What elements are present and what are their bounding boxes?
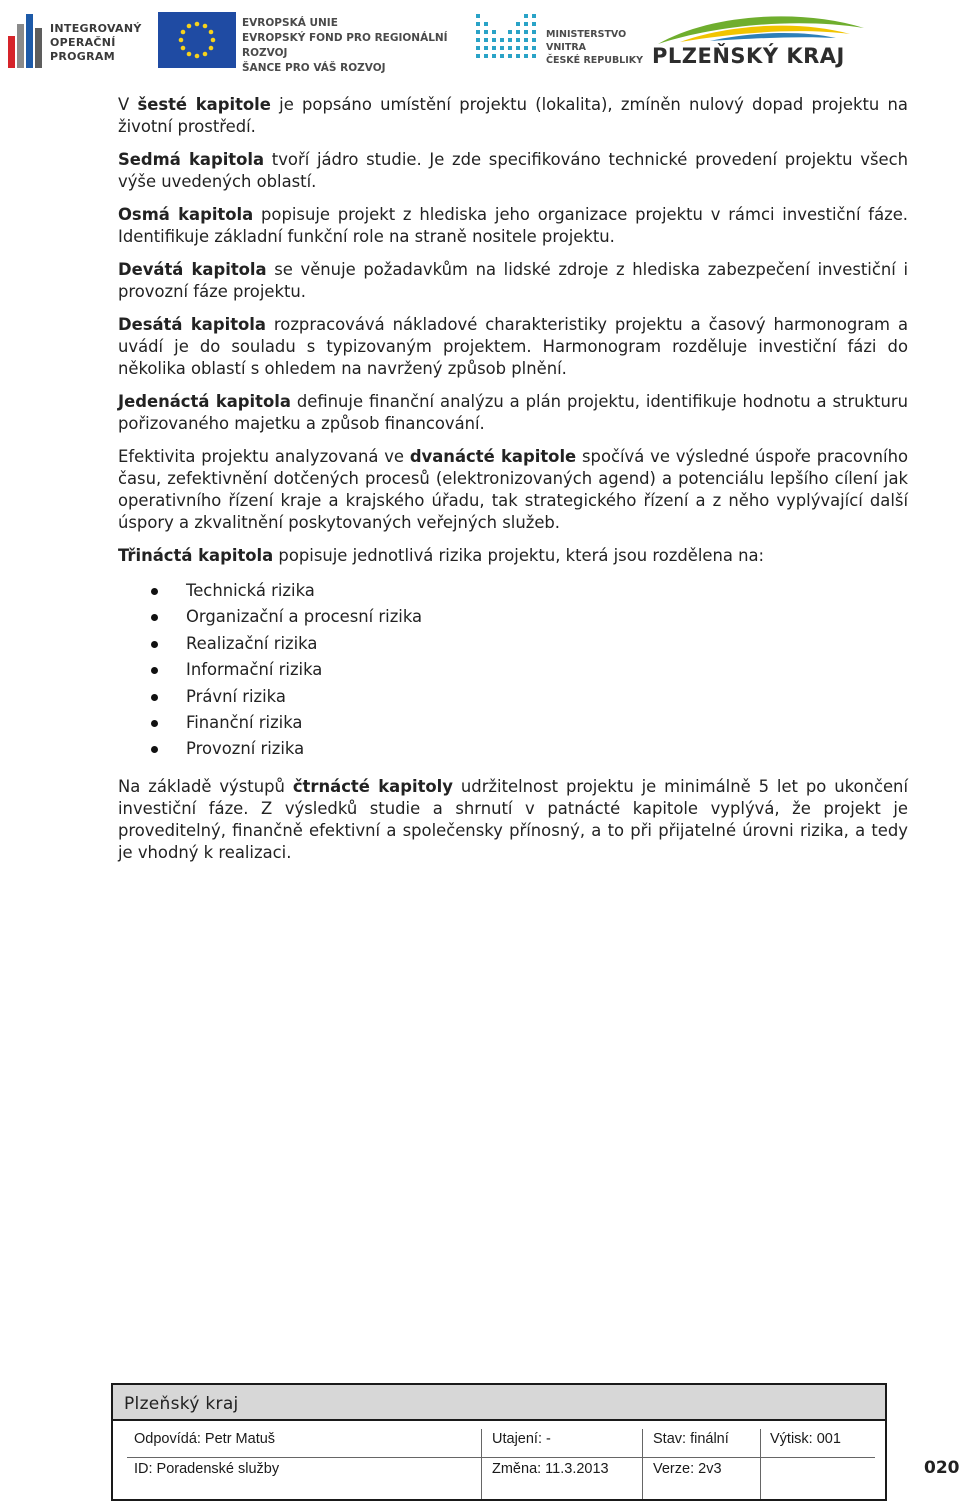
iop-logo-line-1: INTEGROVANÝ bbox=[50, 22, 142, 35]
footer-divider bbox=[127, 1457, 875, 1458]
paragraph-chapter-12: Efektivita projektu analyzovaná ve dvanácté kapitole spočívá ve výsledné úspoře pracovního času, zefektivnění dotčených procesů (elektronizovaných agend) a potenciálu lepšího cílení jak operativního řízení kraje a krajského úřadu, tak strategického řízení a z něho vyplývající další úspory a zkvalitnění poskytovaných veřejných služeb. bbox=[118, 447, 908, 532]
footer-change-date: Změna: 11.3.2013 bbox=[492, 1461, 609, 1477]
page-number: 020 bbox=[924, 1458, 960, 1478]
bullet-icon bbox=[151, 588, 158, 595]
paragraph-chapter-14: Na základě výstupů čtrnácté kapitoly udržitelnost projektu je minimálně 5 let po ukončení investiční fáze. Z výsledků studie a shrnutí v patnácté kapitole vyplývá, že projekt je proveditelný, finančně efektivní a společensky přínosný, a to při přijatelné úrovni rizika, a tedy je vhodný k realizaci. bbox=[118, 776, 908, 862]
list-item: Provozní rizika bbox=[118, 736, 908, 762]
iop-logo bbox=[8, 10, 148, 68]
footer-column-divider bbox=[760, 1429, 761, 1499]
paragraph-chapter-10: Desátá kapitola rozpracovává nákladové charakteristiky projektu a časový harmonogram a uvádí je do souladu s typizovaným projektem. Harmonogram rozděluje investiční fázi do několika oblastí s ohledem na navržený způsob plnění. bbox=[118, 315, 908, 378]
chapter-9-label: Devátá kapitola bbox=[118, 260, 267, 279]
chapter-11-label: Jedenáctá kapitola bbox=[118, 392, 291, 411]
footer-id: ID: Poradenské služby bbox=[134, 1461, 280, 1477]
paragraph-chapter-13: Třináctá kapitola popisuje jednotlivá rizika projektu, která jsou rozdělena na: bbox=[118, 546, 765, 565]
list-item: Technická rizika bbox=[118, 578, 908, 604]
footer-column-divider bbox=[642, 1429, 643, 1499]
footer-org-name: Plzeňský kraj bbox=[124, 1394, 239, 1414]
paragraph-chapter-11: Jedenáctá kapitola definuje finanční analýzu a plán projektu, identifikuje hodnotu a strukturu pořizovaného majetku a způsob financování. bbox=[118, 392, 908, 433]
list-item: Finanční rizika bbox=[118, 710, 908, 736]
mv-logo-line-1: MINISTERSTVO VNITRA bbox=[546, 29, 627, 53]
plzensky-kraj-swoosh-icon bbox=[650, 10, 870, 46]
paragraph-chapter-8: Osmá kapitola popisuje projekt z hlediska jeho organizace projektu v rámci investiční fáze. Identifikuje základní funkční role na straně nositele projektu. bbox=[118, 205, 909, 246]
bullet-icon bbox=[151, 746, 158, 753]
list-item: Informační rizika bbox=[118, 657, 908, 683]
paragraph-chapter-7: Sedmá kapitola tvoří jádro studie. Je zde specifikováno technické provedení projektu všech výše uvedených oblastí. bbox=[118, 150, 908, 191]
bullet-icon bbox=[151, 720, 158, 727]
eu-logo-line-2: EVROPSKÝ FOND PRO REGIONÁLNÍ ROZVOJ bbox=[242, 32, 448, 59]
eu-logo bbox=[158, 12, 468, 74]
risk-list bbox=[118, 578, 908, 763]
chapter-8-label: Osmá kapitola bbox=[118, 205, 254, 224]
footer-responsible: Odpovídá: Petr Matuš bbox=[134, 1431, 276, 1447]
chapter-14-label: čtrnácté kapitoly bbox=[292, 776, 453, 796]
footer-status: Stav: finální bbox=[653, 1431, 729, 1447]
chapter-12-label: dvanácté kapitole bbox=[409, 447, 577, 466]
chapter-6-label: šesté kapitole bbox=[137, 95, 271, 114]
mv-logo bbox=[474, 10, 650, 68]
footer-extract: Výtisk: 001 bbox=[770, 1431, 841, 1447]
bullet-icon bbox=[151, 694, 158, 701]
paragraph-chapter-9: Devátá kapitola se věnuje požadavkům na lidské zdroje z hlediska zabezpečení investiční i provozní fáze projektu. bbox=[118, 260, 909, 301]
list-item: Právní rizika bbox=[118, 684, 908, 710]
mv-logo-line-2: ČESKÉ REPUBLIKY bbox=[546, 55, 644, 66]
bullet-icon bbox=[151, 667, 158, 674]
iop-logo-line-3: PROGRAM bbox=[50, 50, 115, 63]
list-item: Realizační rizika bbox=[118, 631, 908, 657]
chapter-7-label: Sedmá kapitola bbox=[118, 150, 265, 169]
footer-org-band bbox=[113, 1385, 885, 1421]
plzensky-kraj-logo-text: PLZEŇSKÝ KRAJ bbox=[652, 44, 845, 68]
eu-flag-icon bbox=[158, 12, 236, 68]
footer-version: Verze: 2v3 bbox=[653, 1461, 722, 1477]
chapter-10-label: Desátá kapitola bbox=[118, 315, 266, 334]
footer-column-divider bbox=[481, 1429, 482, 1499]
footer-secrecy: Utajení: - bbox=[492, 1431, 551, 1447]
header-logo-bar bbox=[0, 0, 960, 80]
list-item: Organizační a procesní rizika bbox=[118, 604, 908, 630]
iop-logo-line-2: OPERAČNÍ bbox=[50, 36, 116, 49]
bullet-icon bbox=[151, 614, 158, 621]
iop-bars-icon bbox=[8, 14, 44, 68]
mv-dots-icon bbox=[474, 10, 540, 68]
paragraph-chapter-6: V šesté kapitole je popsáno umístění projektu (lokalita), zmíněn nulový dopad projektu na životní prostředí. bbox=[118, 95, 908, 136]
chapter-13-label: Třináctá kapitola bbox=[118, 546, 274, 565]
eu-logo-line-1: EVROPSKÁ UNIE bbox=[242, 17, 338, 29]
document-body bbox=[118, 94, 908, 875]
eu-logo-line-3: ŠANCE PRO VÁŠ ROZVOJ bbox=[242, 62, 386, 74]
bullet-icon bbox=[151, 641, 158, 648]
document-footer bbox=[111, 1383, 887, 1501]
plzensky-kraj-logo bbox=[650, 10, 870, 72]
